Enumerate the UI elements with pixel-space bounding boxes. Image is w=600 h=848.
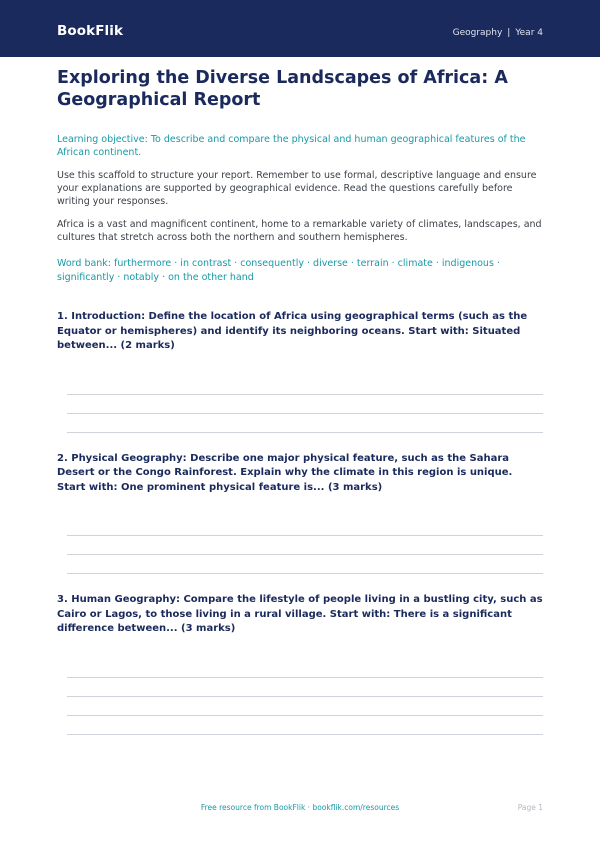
year-label: Year 4 (515, 28, 543, 38)
answer-line[interactable] (67, 536, 543, 555)
meta-separator: | (507, 28, 511, 38)
page-title: Exploring the Diverse Landscapes of Africa: A Geographical Report (57, 68, 508, 110)
page-number: Page 1 (517, 803, 543, 812)
learning-objective: Learning objective: To describe and compare the physical and human geographical features of the African continent. (57, 134, 526, 158)
word-bank: Word bank: furthermore · in contrast · consequently · diverse · terrain · climate · indigenous · significantly · notably · on the other hand (57, 258, 500, 283)
header-meta (453, 28, 543, 38)
instructions-paragraph: Use this scaffold to structure your report. Remember to use formal, descriptive language and ensure your explanations are supported by geographical evidence. Read the questions carefully before writing your responses. (57, 170, 537, 207)
answer-line[interactable] (67, 414, 543, 433)
answer-line[interactable] (67, 716, 543, 735)
answer-line[interactable] (67, 376, 543, 395)
answer-line[interactable] (67, 517, 543, 536)
question-prompt: 1. Introduction: Define the location of Africa using geographical terms (such as the Equator or hemispheres) and identify its neighboring oceans. Start with: Situated between... (2 marks) (57, 311, 528, 351)
answer-line[interactable] (67, 395, 543, 414)
question-prompt: 3. Human Geography: Compare the lifestyle of people living in a bustling city, such as Cairo or Lagos, to those living in a rural village. Start with: There is a significant difference between... (3 marks) (57, 594, 543, 634)
footer-credit: Free resource from BookFlik · bookflik.com/resources (200, 803, 400, 812)
question-prompt: 2. Physical Geography: Describe one major physical feature, such as the Sahara Desert or the Congo Rainforest. Explain why the climate in this region is unique. Start with: One prominent physical feature is... (3 marks) (57, 452, 513, 493)
answer-line[interactable] (67, 697, 543, 716)
brand-logo: BookFlik (57, 23, 124, 39)
answer-line[interactable] (67, 555, 543, 574)
subject-label: Geography (452, 28, 503, 38)
question-block (57, 593, 543, 735)
worksheet-content (57, 67, 543, 735)
answer-line[interactable] (67, 678, 543, 697)
intro-paragraph: Africa is a vast and magnificent continent, home to a remarkable variety of climates, landscapes, and cultures that stretch across both the northern and southern hemispheres. (57, 219, 542, 243)
question-block (57, 452, 543, 575)
answer-area[interactable] (67, 659, 543, 735)
answer-area[interactable] (67, 376, 543, 433)
page-header (0, 0, 600, 57)
answer-area[interactable] (67, 517, 543, 574)
answer-line[interactable] (67, 659, 543, 678)
question-block (57, 310, 543, 433)
